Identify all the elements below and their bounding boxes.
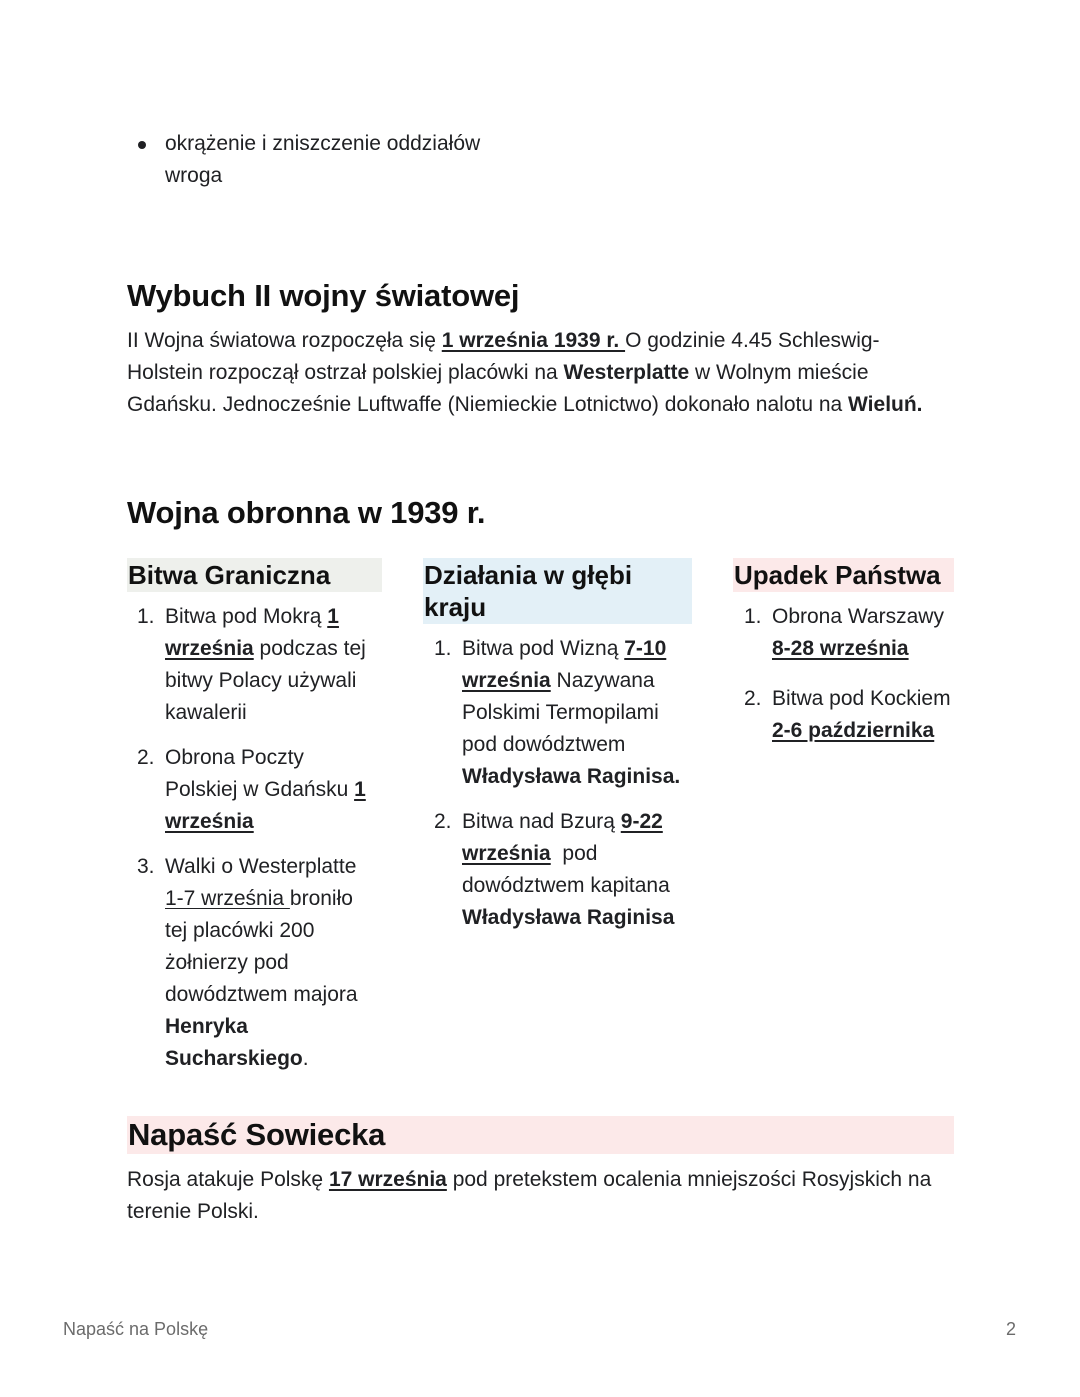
numbered-list-dzialania [424,633,694,947]
date-highlight: 1 [327,605,339,628]
text: Nazywana [550,669,655,692]
name-highlight: Władysława Raginisa. [462,765,681,788]
section-heading-obronna: Wojna obronna w 1939 r. [127,495,486,530]
text: Polskiej w Gdańsku [165,778,355,801]
date-highlight: 1 [354,778,366,801]
date-highlight: 7-10 [624,637,667,660]
list-number: 2. [434,810,452,833]
list-item [127,601,382,729]
date-highlight: 8-28 września [772,637,909,660]
name-highlight: Władysława Raginisa [462,906,675,929]
footer-page-number: 2 [1006,1319,1017,1339]
date-highlight: września [462,669,551,692]
text: pod [550,842,598,865]
bullet-line-2: wroga [165,164,223,187]
text: Walki o Westerplatte [165,855,357,878]
text: Polskimi Termopilami [462,701,659,724]
text: Obrona Poczty [165,746,304,769]
text: Rosja atakuje Polskę [127,1168,329,1191]
list-number: 3. [137,855,155,878]
date-highlight: września [165,637,254,660]
text: Bitwa pod Wizną [462,637,625,660]
date-highlight: 2-6 października [772,719,935,742]
text: tej placówki 200 [165,919,315,942]
text: Bitwa nad Bzurą [462,810,621,833]
numbered-list-bitwa-graniczna [127,601,382,1088]
bullet-line-1: okrążenie i zniszczenie oddziałów [165,132,481,155]
date-highlight: września [165,810,254,833]
date-highlight: 1 września 1939 r. [441,329,626,352]
column-heading-upadek: Upadek Państwa [733,558,954,592]
date-highlight: 9-22 [620,810,663,833]
text: bitwy Polacy używali [165,669,357,692]
list-number: 2. [137,746,155,769]
bullet-text [165,128,518,192]
bullet-item [138,128,518,192]
list-number: 1. [434,637,452,660]
text: podczas tej [253,637,366,660]
list-item [127,742,382,838]
place-highlight: Westerplatte [563,361,690,384]
paragraph-sowiecka [127,1164,957,1228]
section-heading-wybuch: Wybuch II wojny światowej [127,278,520,313]
heading-line: kraju [424,592,487,622]
list-item [734,601,969,665]
date-highlight: 17 września [328,1168,447,1191]
list-item [127,851,382,1075]
list-item [734,683,969,747]
place-highlight: Wieluń. [848,393,923,416]
list-item [424,806,694,934]
text: pod dowództwem [462,733,626,756]
text: Obrona Warszawy [772,605,944,628]
numbered-list-upadek [734,601,969,760]
text: kawalerii [165,701,247,724]
heading-line: Działania w głębi [424,560,633,590]
text: II Wojna światowa rozpoczęła się [127,329,442,352]
section-heading-sowiecka: Napaść Sowiecka [127,1116,954,1154]
text: broniło [289,887,353,910]
text: żołnierzy pod [165,951,289,974]
text: Gdańsku. Jednocześnie Luftwaffe (Niemieckie Lotnictwo) dokonało nalotu na [127,393,849,416]
text: pod pretekstem ocalenia mniejszości Rosyjskich na [446,1168,932,1191]
text: Bitwa pod Mokrą [165,605,328,628]
date-highlight: września [462,842,551,865]
list-number: 2. [744,687,762,710]
footer-document-title: Napaść na Polskę [63,1319,209,1339]
list-number: 1. [744,605,762,628]
text: Bitwa pod Kockiem [772,687,951,710]
text: terenie Polski. [127,1200,259,1223]
paragraph-wybuch [127,325,957,421]
text: dowództwem kapitana [462,874,670,897]
date-highlight: 1-7 września [165,887,290,910]
name-highlight: Sucharskiego [165,1047,303,1070]
text: w Wolnym mieście [689,361,869,384]
name-highlight: Henryka [165,1015,248,1038]
text: O godzinie 4.45 Schleswig- [625,329,880,352]
column-heading-dzialania [423,558,692,624]
column-heading-bitwa-graniczna: Bitwa Graniczna [127,558,382,592]
text: dowództwem majora [165,983,358,1006]
list-number: 1. [137,605,155,628]
bullet-dot-icon [138,141,146,149]
list-item [424,633,694,793]
text: Holstein rozpoczął ostrzał polskiej placówki na [127,361,564,384]
text: . [302,1047,309,1070]
